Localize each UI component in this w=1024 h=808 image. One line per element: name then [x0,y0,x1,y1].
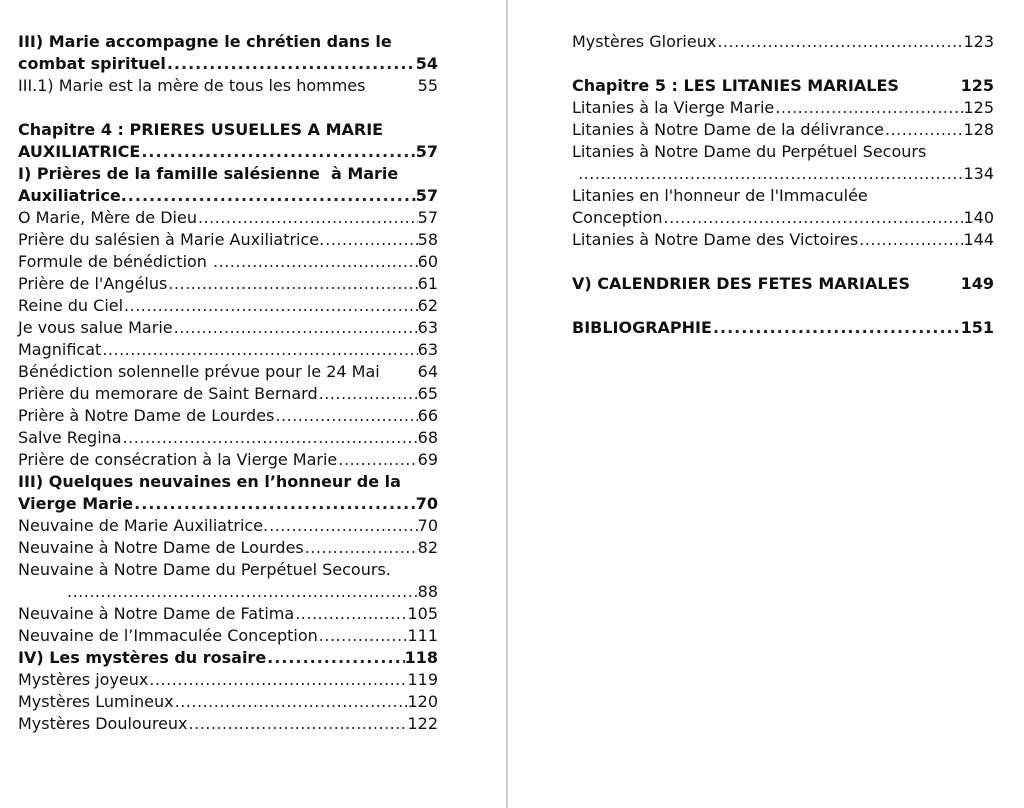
dot-leader [663,207,964,229]
toc-entry-title: Reine du Ciel [18,296,124,315]
toc-entry[interactable] [18,603,438,625]
toc-entry-title: Formule de bénédiction [18,252,213,271]
toc-entry-title: V) CALENDRIER DES FETES MARIALES [572,274,910,293]
toc-page-number: 140 [963,208,994,227]
toc-entry-title: Magnificat [18,340,102,359]
toc-entry[interactable] [572,119,994,141]
toc-page-number: 68 [417,428,438,447]
toc-page-number: 82 [417,538,438,557]
dot-leader [133,493,416,515]
toc-entry[interactable] [18,405,438,427]
toc-page-number: 63 [417,340,438,359]
toc-page-number: 111 [407,626,438,645]
toc-entry[interactable] [18,75,438,97]
toc-entry-title: BIBLIOGRAPHIE [572,318,712,337]
toc-page-number: 62 [417,296,438,315]
toc-spacer [18,97,438,119]
toc-page-number: 119 [407,670,438,689]
toc-column-left [18,31,438,735]
toc-entry[interactable] [18,361,438,383]
toc-page-number: 64 [417,362,438,381]
toc-chapter-heading[interactable] [572,317,994,339]
dot-leader [122,427,418,449]
toc-entry[interactable] [18,669,438,691]
toc-entry-title: combat spirituel [18,54,166,73]
dot-leader [127,185,416,207]
dot-leader [173,317,418,339]
toc-page-number: 105 [407,604,438,623]
toc-entry-title: Prière du salésien à Marie Auxiliatrice. [18,230,325,249]
dot-leader [318,625,408,647]
dot-leader [716,31,963,53]
toc-entry-title: Litanies à la Vierge Marie [572,98,775,117]
toc-entry-title: AUXILIATRICE [18,142,141,161]
dot-leader [884,119,964,141]
toc-spacer [572,53,994,75]
toc-page-number: 58 [417,230,438,249]
toc-entry-title-line: III) Quelques neuvaines en l’honneur de la [18,472,401,491]
toc-entry-title-line: Litanies en l'honneur de l'Immaculée [572,186,868,205]
toc-entry[interactable] [18,691,438,713]
toc-entry[interactable] [18,273,438,295]
toc-entry[interactable] [18,713,438,735]
toc-entry[interactable] [18,559,438,603]
toc-page-number: 70 [417,516,438,535]
toc-entry-title: Chapitre 5 : LES LITANIES MARIALES [572,76,899,95]
toc-entry-title: IV) Les mystères du rosaire [18,648,267,667]
dot-leader [101,339,417,361]
dot-leader [774,97,963,119]
dot-leader [266,647,404,669]
toc-page-number: 57 [415,142,438,161]
dot-leader [337,449,417,471]
toc-spacer [572,251,994,273]
toc-chapter-heading[interactable] [572,75,994,97]
toc-page-number: 151 [960,318,994,337]
toc-entry[interactable] [18,229,438,251]
toc-page-number: 123 [963,32,994,51]
dot-leader [268,515,418,537]
toc-entry[interactable] [18,383,438,405]
toc-entry-title: Prière du memorare de Saint Bernard [18,384,318,403]
toc-entry[interactable] [18,449,438,471]
toc-entry-title: Prière à Notre Dame de Lourdes [18,406,275,425]
toc-entry-title: Auxiliatrice. [18,186,127,205]
toc-page-number: 66 [417,406,438,425]
dot-leader [167,273,417,295]
toc-entry[interactable] [572,141,994,185]
toc-entry[interactable] [18,515,438,537]
toc-chapter-heading[interactable] [18,119,438,163]
dot-leader [166,53,416,75]
toc-page-number: 128 [963,120,994,139]
dot-leader [294,603,407,625]
toc-entry-title: Conception [572,208,663,227]
toc-page-number: 57 [417,208,438,227]
toc-entry[interactable] [18,251,438,273]
toc-page-number: 134 [963,164,994,183]
toc-entry[interactable] [18,163,438,207]
toc-page-number: 149 [960,274,994,293]
toc-entry[interactable] [18,207,438,229]
toc-entry-title-line: I) Prières de la famille salésienne à Marie [18,164,399,183]
toc-entry-title: Mystères Glorieux [572,32,717,51]
toc-entry-title-line: Chapitre 4 : PRIERES USUELLES A MARIE [18,120,384,139]
toc-entry-title-line: Neuvaine à Notre Dame du Perpétuel Secours. [18,560,391,579]
toc-page-number: 55 [417,76,438,95]
toc-entry[interactable] [572,229,994,251]
dot-leader [577,163,963,185]
toc-entry-title: Salve Regina [18,428,122,447]
dot-leader [274,405,417,427]
toc-chapter-heading[interactable] [572,273,994,295]
toc-page-number: 122 [407,714,438,733]
toc-entry-title-line: Litanies à Notre Dame du Perpétuel Secours [572,142,927,161]
toc-page-number: 88 [417,582,438,601]
toc-entry-title: Litanies à Notre Dame des Victoires [572,230,859,249]
toc-entry[interactable] [572,31,994,53]
toc-entry-title: Prière de l'Angélus [18,274,168,293]
toc-entry-title: Je vous salue Marie [18,318,173,337]
toc-page-number: 63 [417,318,438,337]
toc-entry[interactable] [18,427,438,449]
toc-page-number: 69 [417,450,438,469]
toc-entry-title: Prière de consécration à la Vierge Marie [18,450,338,469]
toc-entry-title: Neuvaine à Notre Dame de Fatima [18,604,295,623]
toc-entry-title: Neuvaine de Marie Auxiliatrice. [18,516,269,535]
dot-leader [123,295,418,317]
toc-entry-title: Mystères joyeux [18,670,149,689]
toc-page-number: 57 [415,186,438,205]
toc-page-number: 61 [417,274,438,293]
toc-entry-title: Neuvaine de l’Immaculée Conception [18,626,318,645]
right-page [508,0,1024,808]
dot-leader [304,537,418,559]
toc-page-number: 144 [963,230,994,249]
toc-entry-title: Litanies à Notre Dame de la délivrance [572,120,884,139]
dot-leader [148,669,407,691]
toc-spacer [572,295,994,317]
toc-entry[interactable] [18,471,438,515]
toc-column-right [572,31,994,339]
toc-page-number: 118 [404,648,438,667]
dot-leader [140,141,415,163]
toc-page-number: 125 [963,98,994,117]
dot-leader [318,383,418,405]
toc-entry-title: Vierge Marie [18,494,134,513]
toc-entry-title-line: III) Marie accompagne le chrétien dans le [18,32,392,51]
toc-page-number: 70 [415,494,438,513]
dot-leader [212,251,418,273]
toc-entry-title: O Marie, Mère de Dieu [18,208,197,227]
toc-entry[interactable] [572,185,994,229]
toc-page-number: 125 [960,76,994,95]
toc-page-number: 54 [415,54,438,73]
toc-entry-title: Bénédiction solennelle prévue pour le 24 Mai [18,362,380,381]
toc-entry[interactable] [18,31,438,75]
toc-page-number: 60 [417,252,438,271]
left-page [0,0,506,808]
toc-entry[interactable] [18,295,438,317]
toc-entry[interactable] [18,537,438,559]
toc-entry[interactable] [18,339,438,361]
dot-leader [197,207,418,229]
dot-leader [858,229,963,251]
dot-leader [188,713,408,735]
toc-entry-title: Mystères Lumineux [18,692,174,711]
dot-leader [712,317,961,339]
dot-leader [174,691,408,713]
toc-entry-title: Neuvaine à Notre Dame de Lourdes [18,538,304,557]
toc-entry[interactable] [18,647,438,669]
toc-entry-title: III.1) Marie est la mère de tous les hommes [18,76,366,95]
toc-page-number: 120 [407,692,438,711]
toc-entry[interactable] [18,625,438,647]
toc-entry-title: Mystères Douloureux [18,714,188,733]
toc-page-number: 65 [417,384,438,403]
toc-entry[interactable] [572,97,994,119]
dot-leader [66,581,418,603]
dot-leader [324,229,417,251]
toc-entry[interactable] [18,317,438,339]
